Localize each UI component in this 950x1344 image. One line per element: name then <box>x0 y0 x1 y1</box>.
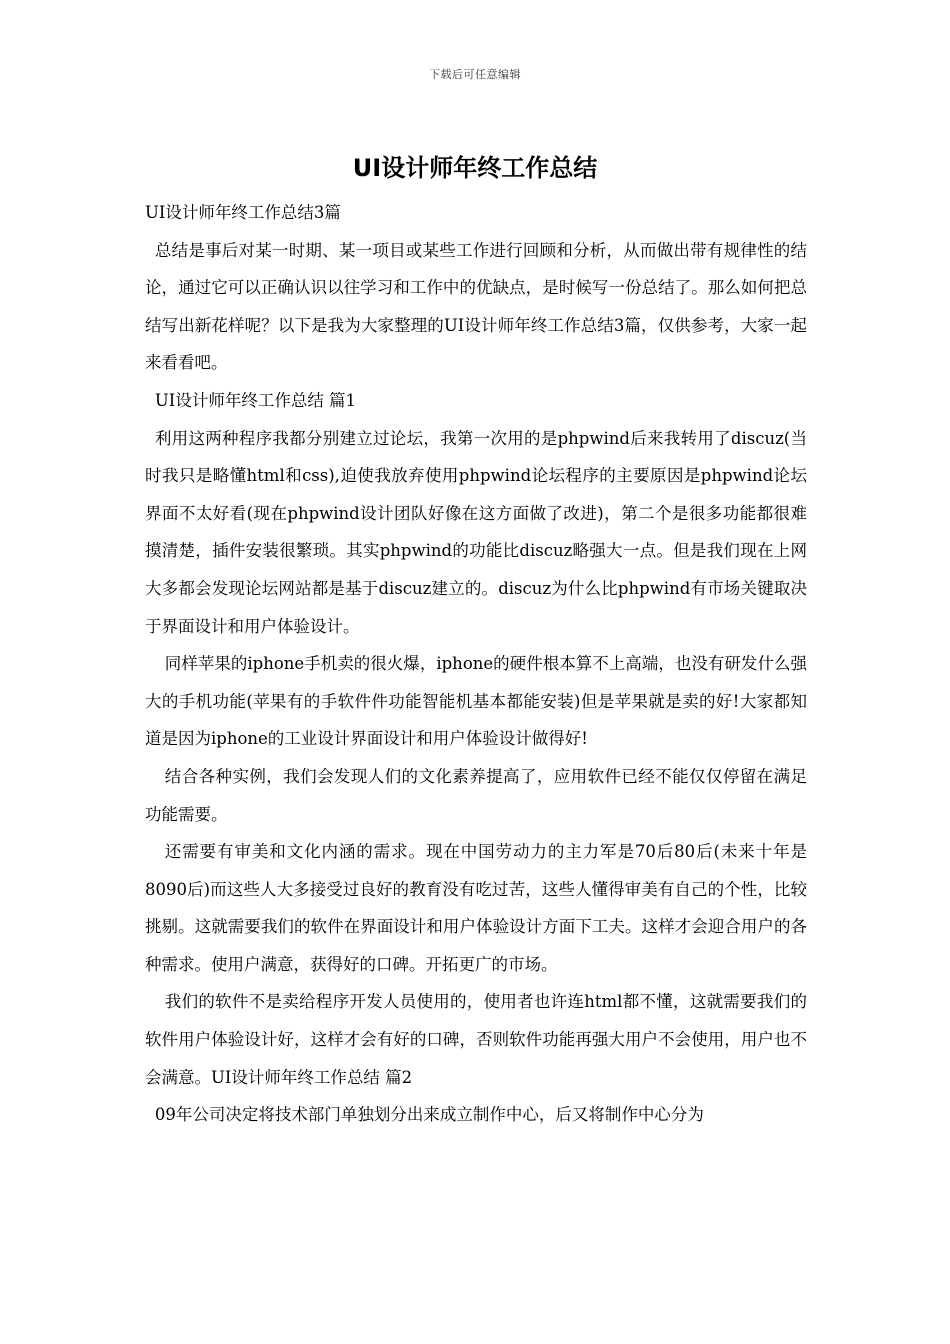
body-paragraph: 我们的软件不是卖给程序开发人员使用的，使用者也许连html都不懂，这就需要我们的软件用户体验设计好，这样才会有好的口碑，否则软件功能再强大用户不会使用，用户也不会满意。UI设计师年终工作总结 篇2 <box>145 992 807 1087</box>
document-body <box>145 194 807 1134</box>
body-paragraph: 结合各种实例，我们会发现人们的文化素养提高了，应用软件已经不能仅仅停留在满足功能需要。 <box>145 766 807 824</box>
body-paragraph: 同样苹果的iphone手机卖的很火爆，iphone的硬件根本算不上高端，也没有研发什么强大的手机功能(苹果有的手软件件功能智能机基本都能安装)但是苹果就是卖的好!大家都知道是因为iphone的工业设计界面设计和用户体验设计做得好! <box>145 654 807 749</box>
intro-paragraph: 总结是事后对某一时期、某一项目或某些工作进行回顾和分析，从而做出带有规律性的结论，通过它可以正确认识以往学习和工作中的优缺点，是时候写一份总结了。那么如何把总结写出新花样呢？以下是我为大家整理的UI设计师年终工作总结3篇，仅供参考，大家一起来看看吧。 <box>145 240 807 373</box>
section-heading-1: UI设计师年终工作总结 篇1 <box>154 390 357 410</box>
document-title: UI设计师年终工作总结 <box>352 154 598 182</box>
body-paragraph: 利用这两种程序我都分别建立过论坛，我第一次用的是phpwind后来我转用了discuz(当时我只是略懂html和css),迫使我放弃使用phpwind论坛程序的主要原因是phpwind论坛界面不太好看(现在phpwind设计团队好像在这方面做了改进)，第二个是很多功能都很难摸清楚，插件安装很繁琐。其实phpwind的功能比discuz略强大一点。但是我们现在上网大多都会发现论坛网站都是基于discuz建立的。discuz为什么比phpwind有市场关键取决于界面设计和用户体验设计。 <box>145 428 807 636</box>
body-paragraph: 还需要有审美和文化内涵的需求。现在中国劳动力的主力军是70后80后(未来十年是8090后)而这些人大多接受过良好的教育没有吃过苦，这些人懂得审美有自己的个性，比较挑剔。这就需要我们的软件在界面设计和用户体验设计方面下工夫。这样才会迎合用户的各种需求。使用户满意，获得好的口碑。开拓更广的市场。 <box>145 842 807 974</box>
subtitle-paragraph: UI设计师年终工作总结3篇 <box>145 203 341 222</box>
body-paragraph: 09年公司决定将技术部门单独划分出来成立制作中心，后又将制作中心分为 <box>154 1105 704 1125</box>
header-note: 下载后可任意编辑 <box>429 68 521 81</box>
